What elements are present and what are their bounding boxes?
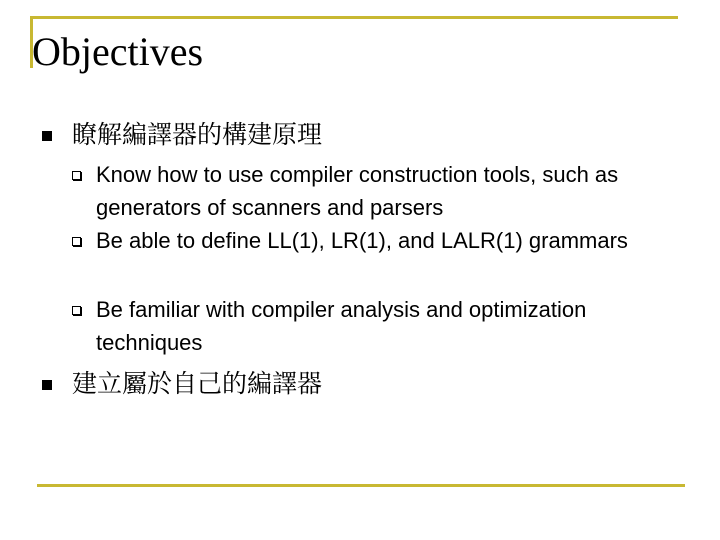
sub-bullet-item-1: Know how to use compiler construction tools, such as generators of scanners and parsers: [96, 162, 619, 220]
square-bullet-icon: [42, 131, 52, 141]
hollow-square-bullet-icon: [72, 171, 81, 180]
sub-bullet-item-2: Be able to define LL(1), LR(1), and LALR(1) grammars: [96, 228, 628, 253]
hollow-square-bullet-icon: [72, 306, 81, 315]
bullet-item-1: 瞭解編譯器的構建原理: [72, 120, 323, 149]
hollow-square-bullet-icon: [72, 237, 81, 246]
square-bullet-icon: [42, 380, 52, 390]
slide-title: Objectives: [32, 29, 204, 74]
bottom-rule: [37, 484, 685, 487]
top-rule: [30, 16, 678, 19]
bullet-item-2: 建立屬於自己的編譯器: [72, 369, 323, 398]
sub-bullet-item-3: Be familiar with compiler analysis and optimization techniques: [96, 297, 587, 355]
